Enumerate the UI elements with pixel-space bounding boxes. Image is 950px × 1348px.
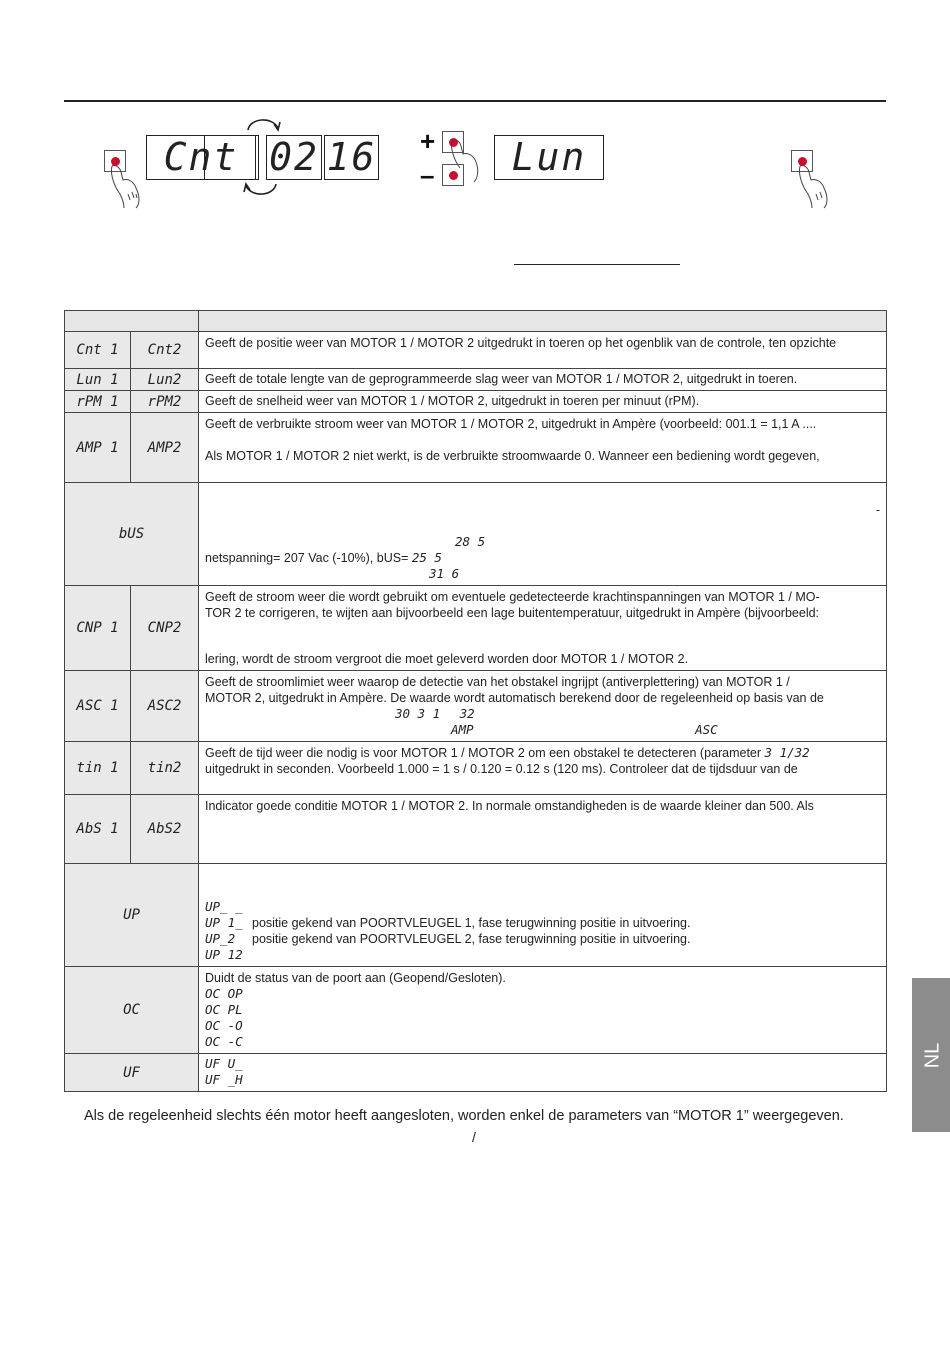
param-description [199, 391, 887, 413]
display-cnt: Cnt [146, 135, 256, 180]
param-ref: 3 1 [417, 706, 441, 721]
param-description [199, 671, 887, 742]
header-cell-parameter [65, 311, 199, 332]
param-code: AbS 1 [65, 795, 131, 864]
param-code: tin2 [131, 742, 199, 795]
param-description [199, 413, 887, 483]
display-lun: Lun [494, 135, 604, 180]
table-header-row [65, 311, 887, 332]
param-code: rPM 1 [65, 391, 131, 413]
param-code: rPM2 [131, 391, 199, 413]
param-description [199, 586, 887, 671]
param-ref: 3 1/32 [764, 745, 810, 760]
state-code: UP_ _ [205, 899, 243, 914]
cycle-arrow-icon [240, 112, 284, 202]
description-line: Geeft de positie weer van MOTOR 1 / MOTOR 2 uitgedrukt in toeren op het ogenblik van de controle, ten opzichte [205, 336, 837, 350]
state-code: UP 12 [205, 947, 243, 962]
param-ref: AMP [451, 722, 474, 737]
description-line: Geeft de verbruikte stroom weer van MOTOR 1 / MOTOR 2, uitgedrukt in Ampère (voorbeeld: 001.1 = 1,1 A .... [205, 417, 817, 431]
state-code: OC OP [205, 986, 243, 1001]
state-code: OC PL [205, 1002, 243, 1017]
parameter-table [64, 310, 887, 1092]
description-line: TOR 2 te corrigeren, te wijten aan bijvoorbeeld een lage buitentemperatuur, uitgedrukt in Ampère (bijvoorbeeld: [205, 606, 820, 620]
table-row [65, 483, 887, 586]
table-row [65, 1054, 887, 1092]
state-code: UP_2 [205, 931, 236, 946]
param-code: UP [65, 864, 199, 967]
param-code: ASC 1 [65, 671, 131, 742]
table-row [65, 413, 887, 483]
param-description [199, 864, 887, 967]
param-code: bUS [65, 483, 199, 586]
param-code: OC [65, 967, 199, 1054]
description-line: positie gekend van POORTVLEUGEL 1, fase terugwinning positie in uitvoering. [252, 916, 691, 930]
table-row [65, 742, 887, 795]
param-ref: 32 [459, 706, 475, 721]
param-code: Lun2 [131, 369, 199, 391]
param-code: Cnt 1 [65, 332, 131, 369]
description-line: Geeft de stroom weer die wordt gebruikt om eventuele gedetecteerde krachtinspanningen van MOTOR 1 / MO- [205, 590, 820, 604]
param-description [199, 967, 887, 1054]
param-code: AMP2 [131, 413, 199, 483]
bus-value: 31 6 [429, 566, 460, 581]
display-value-high: 02 [266, 135, 322, 180]
param-ref: ASC [695, 722, 718, 737]
heading-underline [514, 264, 680, 265]
param-code: Cnt2 [131, 332, 199, 369]
description-line: Indicator goede conditie MOTOR 1 / MOTOR 2. In normale omstandigheden is de waarde kleiner dan 500. Als [205, 799, 814, 813]
description-line: lering, wordt de stroom vergroot die moet geleverd worden door MOTOR 1 / MOTOR 2. [205, 652, 689, 666]
table-row [65, 369, 887, 391]
description-line: MOTOR 2, uitgedrukt in Ampère. De waarde wordt automatisch berekend door de regeleenheid op basis van de [205, 691, 824, 705]
param-description [199, 332, 887, 369]
param-description [199, 369, 887, 391]
state-code: UF _H [205, 1072, 243, 1087]
description-line: Geeft de tijd weer die nodig is voor MOTOR 1 / MOTOR 2 om een obstakel te detecteren (parameter [205, 746, 762, 760]
hand-icon [794, 164, 834, 210]
header-cell-description [199, 311, 887, 332]
param-code: ASC2 [131, 671, 199, 742]
param-description [199, 795, 887, 864]
description-line: uitgedrukt in seconden. Voorbeeld 1.000 = 1 s / 0.120 = 0.12 s (120 ms). Controleer dat de tijdsduur van de [205, 762, 798, 776]
language-tab [912, 978, 950, 1132]
hand-icon [106, 164, 146, 210]
table-row [65, 795, 887, 864]
state-code: UF U_ [205, 1056, 243, 1071]
state-code: OC -O [205, 1018, 243, 1033]
param-code: UF [65, 1054, 199, 1092]
state-code: UP 1_ [205, 915, 243, 930]
state-code: OC -C [205, 1034, 243, 1049]
param-code: Lun 1 [65, 369, 131, 391]
table-row [65, 391, 887, 413]
description-line: netspanning= 207 Vac (-10%), bUS= [205, 551, 409, 565]
table-row [65, 967, 887, 1054]
footnote-slash: / [472, 1129, 476, 1145]
param-code: CNP 1 [65, 586, 131, 671]
bus-value: 28 5 [455, 534, 486, 549]
description-line: Geeft de stroomlimiet weer waarop de detectie van het obstakel ingrijpt (antiverplettering) van MOTOR 1 / [205, 675, 790, 689]
param-code: AbS2 [131, 795, 199, 864]
top-rule [64, 100, 886, 102]
plus-sign: + [420, 126, 436, 156]
table-row [65, 332, 887, 369]
hand-icon [446, 138, 482, 184]
description-line: - [875, 503, 880, 517]
param-ref: 30 [395, 706, 411, 721]
param-code: AMP 1 [65, 413, 131, 483]
description-line: Geeft de totale lengte van de geprogrammeerde slag weer van MOTOR 1 / MOTOR 2, uitgedrukt in toeren. [205, 372, 798, 386]
language-tab-label: NL [921, 1042, 944, 1069]
param-code: tin 1 [65, 742, 131, 795]
description-line: Als MOTOR 1 / MOTOR 2 niet werkt, is de verbruikte stroomwaarde 0. Wanneer een bediening wordt gegeven, [205, 449, 820, 463]
display-value-low: 16 [324, 135, 379, 180]
param-description [199, 483, 887, 586]
description-line: Duidt de status van de poort aan (Geopend/Gesloten). [205, 971, 506, 985]
param-code: CNP2 [131, 586, 199, 671]
bus-value: 25 5 [411, 550, 442, 565]
minus-sign: – [420, 160, 435, 190]
table-row [65, 586, 887, 671]
description-line: Geeft de snelheid weer van MOTOR 1 / MOTOR 2, uitgedrukt in toeren per minuut (rPM). [205, 394, 700, 408]
param-description [199, 1054, 887, 1092]
param-description [199, 742, 887, 795]
table-row [65, 671, 887, 742]
description-line: positie gekend van POORTVLEUGEL 2, fase terugwinning positie in uitvoering. [252, 932, 691, 946]
table-row [65, 864, 887, 967]
footnote: Als de regeleenheid slechts één motor heeft aangesloten, worden enkel de parameters van “MOTOR 1” weergegeven. [84, 1108, 844, 1124]
